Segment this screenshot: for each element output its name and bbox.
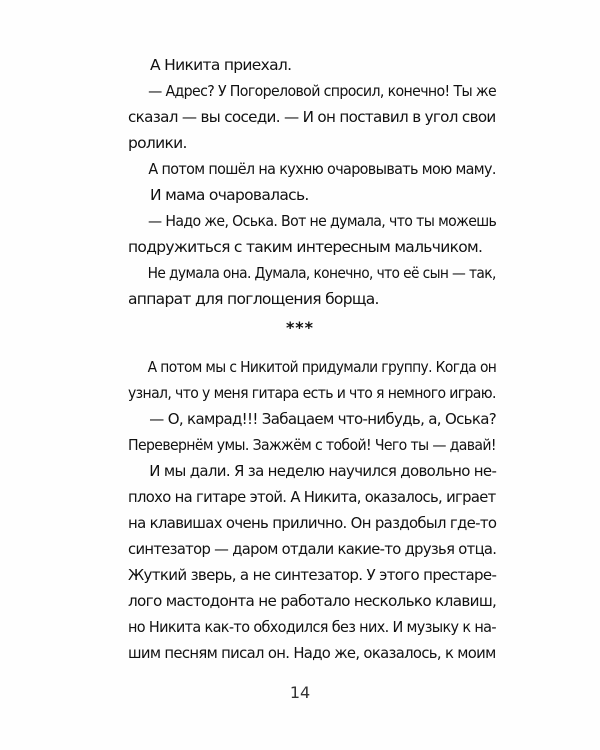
- paragraph-line: узнал, что у меня гитара есть и что я немного играю.: [128, 384, 496, 402]
- paragraph-line: плохо на гитаре этой. А Никита, оказалось, играет: [128, 488, 496, 506]
- paragraph-line: А Никита приехал.: [150, 56, 292, 74]
- paragraph-line: — Адрес? У Погореловой спросил, конечно! Ты же: [148, 82, 497, 100]
- paragraph-line: на клавишах очень прилично. Он раздобыл где-то: [128, 514, 497, 532]
- paragraph-line: аппарат для поглощения борща.: [128, 290, 379, 308]
- paragraph-line: подружиться с таким интересным мальчиком.: [128, 238, 483, 256]
- paragraph-line: сказал — вы соседи. — И он поставил в угол свои: [128, 108, 496, 126]
- paragraph-line: А потом мы с Никитой придумали группу. Когда он: [147, 358, 497, 376]
- paragraph-line: шим песням писал он. Надо же, оказалось, к моим: [128, 644, 496, 662]
- paragraph-line: — Надо же, Оська. Вот не думала, что ты можешь: [148, 212, 497, 230]
- paragraph-line: но Никита как-то обходился без них. И музыку к на-: [128, 618, 496, 636]
- page-number: 14: [289, 683, 311, 702]
- section-separator: ***: [285, 318, 315, 337]
- paragraph-line: А потом пошёл на кухню очаровывать мою маму.: [148, 160, 496, 178]
- paragraph-line: Перевернём умы. Зажжём с тобой! Чего ты — давай!: [128, 436, 496, 454]
- paragraph-line: И мы дали. Я за неделю научился довольно не-: [149, 462, 497, 480]
- paragraph-line: И мама очаровалась.: [150, 186, 309, 204]
- paragraph-line: ролики.: [128, 134, 187, 152]
- paragraph-line: лого мастодонта не работало несколько клавиш,: [128, 592, 497, 610]
- paragraph-line: Не думала она. Думала, конечно, что её сын — так,: [147, 264, 496, 282]
- paragraph-line: — О, камрад!!! Забацаем что-нибудь, а, Оська?: [149, 410, 497, 428]
- paragraph-line: Жуткий зверь, а не синтезатор. У этого престаре-: [128, 566, 497, 584]
- paragraph-line: синтезатор — даром отдали какие-то друзья отца.: [128, 540, 497, 558]
